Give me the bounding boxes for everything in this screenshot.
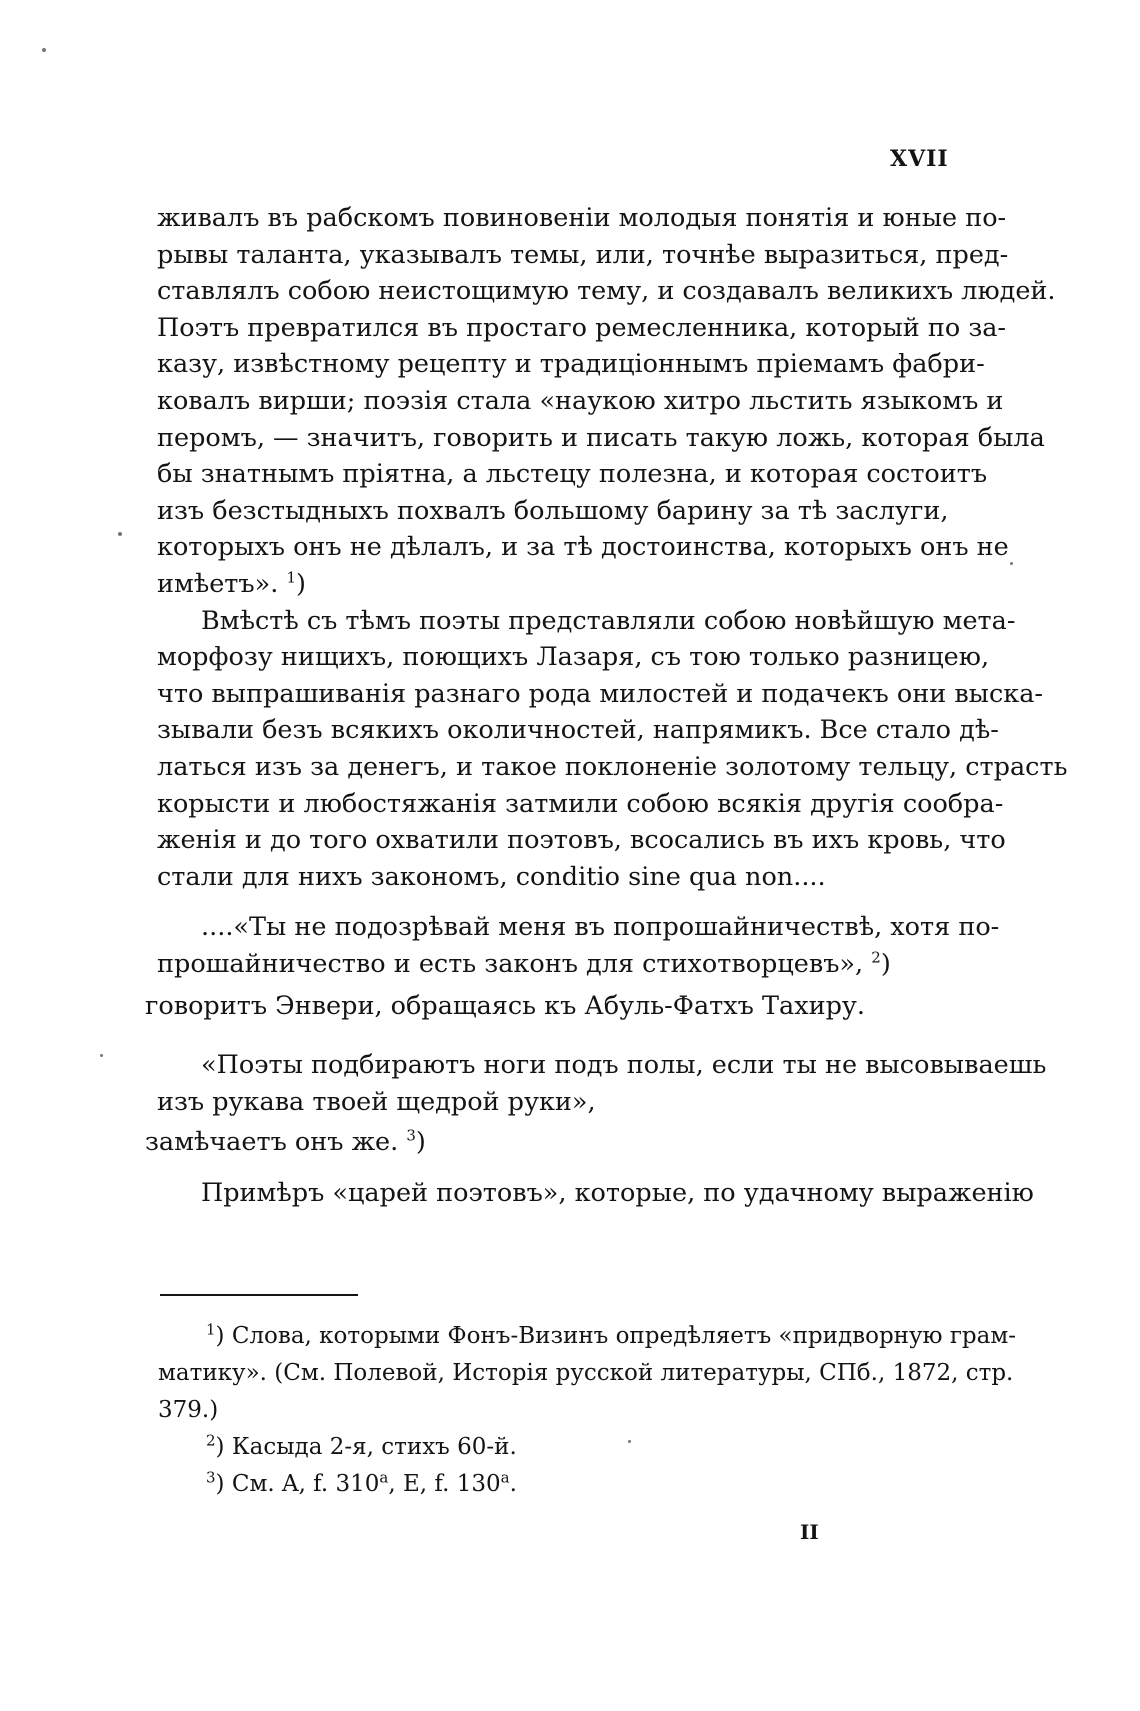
text-line: бы знатнымъ пріятна, а льстецу полезна, и которая состоитъ [157, 459, 988, 490]
scan-speck [42, 48, 46, 52]
text-line: говоритъ Энвери, обращаясь къ Абуль-Фатхъ Тахиру. [145, 991, 866, 1022]
footnote-line: $^1$) Слова, которыми Фонъ-Визинъ опредѣляетъ «придворную грам- [206, 1320, 1017, 1349]
quote-1 [157, 909, 1000, 982]
quote-line: «Поэты подбираютъ ноги подъ полы, если ты не высовываешь [201, 1050, 1047, 1081]
footnote-ref: 1 [286, 568, 296, 587]
text-line: ставлялъ собою неистощимую тему, и создавалъ великихъ людей. [157, 276, 1056, 307]
quote-line: изъ рукава твоей щедрой руки», [157, 1086, 596, 1117]
footnote-mark: 3 [206, 1468, 216, 1487]
text-line: которыхъ онъ не дѣлалъ, и за тѣ достоинства, которыхъ онъ не [157, 532, 1009, 563]
footnote-mark: 1 [206, 1320, 216, 1339]
text-line: Примѣръ «царей поэтовъ», которые, по удачному выраженію [201, 1177, 1034, 1208]
text-line: изъ безстыдныхъ похвалъ большому барину за тѣ заслуги, [157, 495, 949, 526]
text-line: имѣетъ». $^1$) [157, 568, 306, 599]
footnotes [158, 1318, 1017, 1503]
quote-2 [157, 1047, 1047, 1120]
footnote-mark: 2 [206, 1431, 216, 1450]
text-line: рывы таланта, указывалъ темы, или, точнѣе выразиться, пред- [157, 239, 1009, 270]
footnote-line: $^3$) См. A, f. 310$^a$, E, f. 130$^a$. [206, 1468, 517, 1497]
text-line: замѣчаетъ онъ же. $^3$) [145, 1126, 426, 1158]
scan-speck [628, 1440, 631, 1443]
page-number: XVII [890, 146, 949, 172]
text-line: женія и до того охватили поэтовъ, всосались въ ихъ кровь, что [157, 825, 1006, 856]
text-line: морфозу нищихъ, поющихъ Лазаря, съ тою только разницею, [157, 642, 990, 673]
footnote-line: матику». (См. Полевой, Исторія русской литературы, СПб., 1872, стр. [158, 1360, 1014, 1386]
text-line: Вмѣстѣ съ тѣмъ поэты представляли собою новѣйшую мета- [201, 605, 1016, 636]
quote-line: прошайничество и есть законъ для стихотворцевъ», $^2$) [157, 948, 891, 979]
footnote-line: 379.) [158, 1397, 219, 1423]
text-line: корысти и любостяжанія затмили собою всякія другія сообра- [157, 788, 1004, 819]
paragraph-block [157, 200, 1068, 895]
footnote-line: $^2$) Касыда 2-я, стихъ 60-й. [206, 1431, 517, 1460]
text-line: живалъ въ рабскомъ повиновеніи молодыя понятія и юные по- [157, 203, 1007, 233]
main-text [145, 200, 1068, 1211]
superscript: a [379, 1468, 389, 1487]
text-line: латься изъ за денегъ, и такое поклоненіе золотому тельцу, страсть [157, 751, 1068, 782]
text-line: стали для нихъ закономъ, conditio sine qua non.... [157, 861, 826, 892]
text-line: перомъ, — значитъ, говорить и писать такую ложь, которая была [157, 422, 1045, 453]
scan-speck [118, 532, 122, 536]
scan-speck [1010, 562, 1013, 565]
quote-line: ....«Ты не подозрѣвай меня въ попрошайничествѣ, хотя по- [201, 912, 1000, 943]
text-line: Поэтъ превратился въ простаго ремесленника, который по за- [157, 312, 1007, 343]
footnote-ref: 3 [406, 1126, 416, 1145]
footnote-ref: 2 [871, 948, 881, 967]
text-line: ковалъ вирши; поэзія стала «наукою хитро льстить языкомъ и [157, 385, 1004, 416]
text-line: казу, извѣстному рецепту и традиціоннымъ пріемамъ фабри- [157, 349, 985, 380]
scan-speck [100, 1054, 103, 1057]
footnote-divider [160, 1294, 358, 1296]
text-line: что выпрашиванія разнаго рода милостей и подачекъ они выска- [157, 678, 1044, 709]
text-line: зывали безъ всякихъ околичностей, напрямикъ. Все стало дѣ- [157, 715, 999, 746]
signature-mark: II [800, 1520, 819, 1544]
superscript: a [500, 1468, 510, 1487]
